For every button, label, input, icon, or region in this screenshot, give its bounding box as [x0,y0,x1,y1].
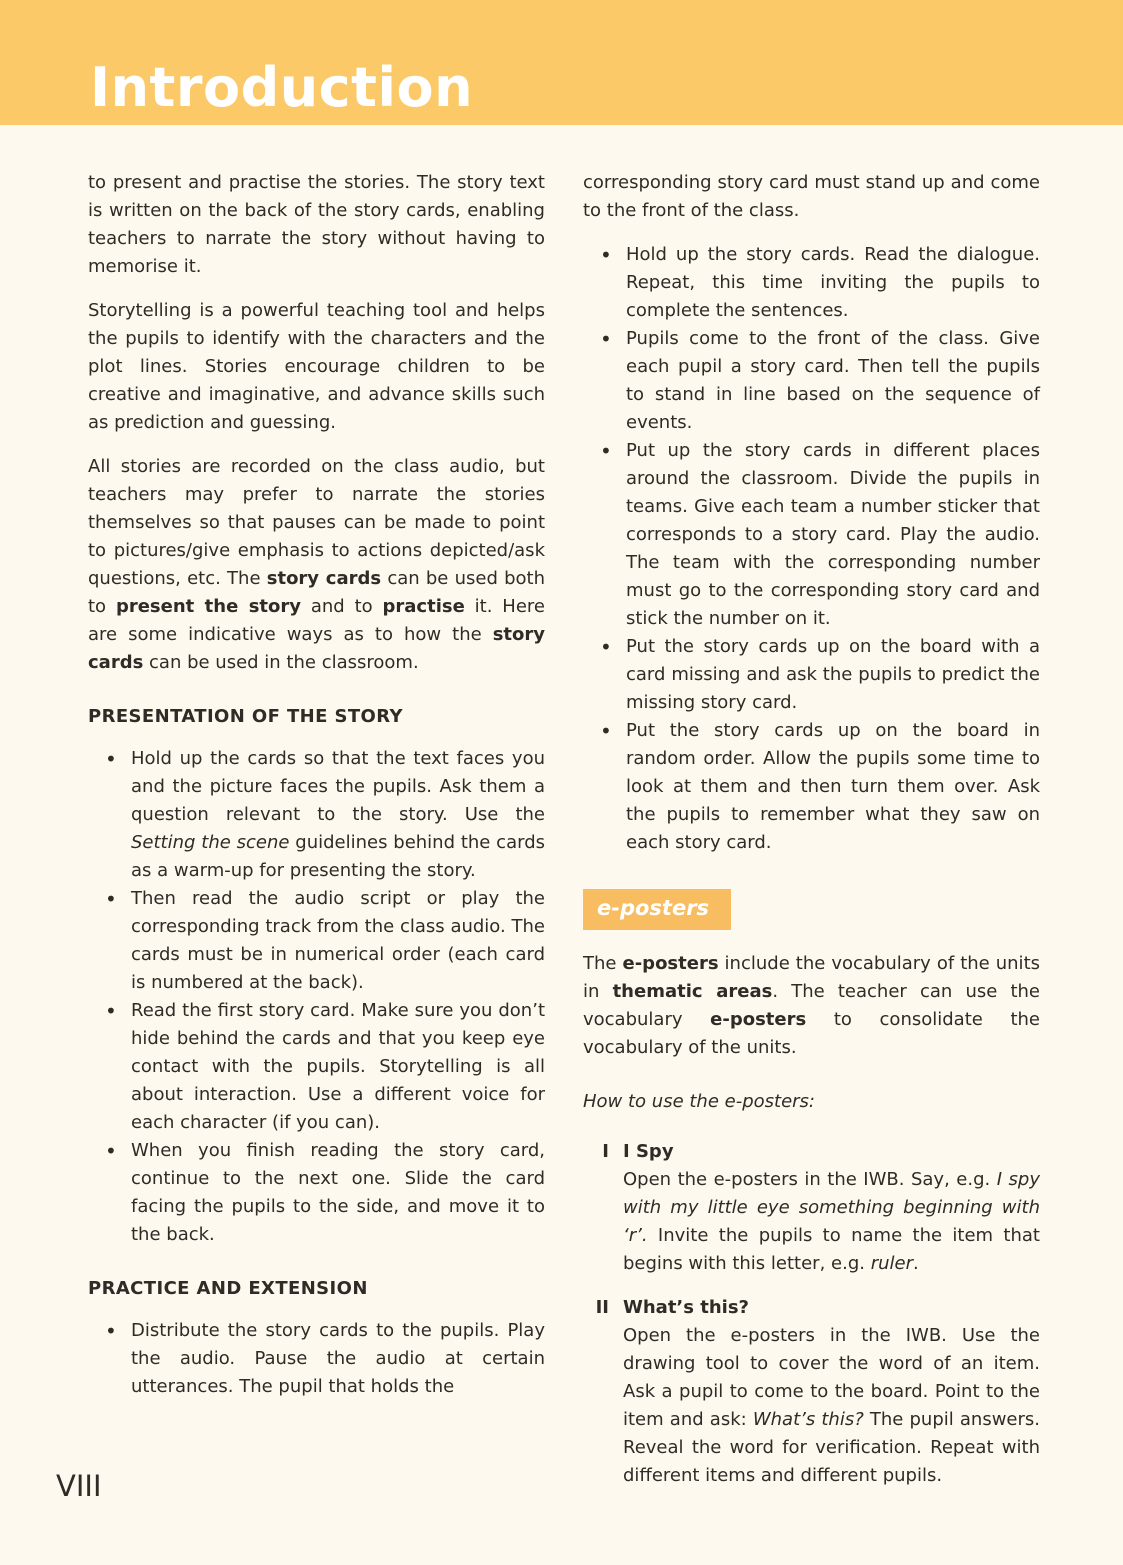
text-run: to consolidate the vocabulary of the units. [583,1009,1041,1058]
page-header [0,0,1123,125]
how-to-use-line: How to use the e-posters: [583,1091,815,1112]
item-numeral: II [595,1297,609,1318]
text-run-bold: thematic areas [612,981,773,1002]
text-run-italic: ruler [870,1253,913,1274]
content-columns [0,125,1123,1506]
list-item: • Pupils come to the front of the class. Give each pupil a story card. Then tell the pupils to stand in line based on the sequence of events. [583,325,1040,437]
item-body [623,1138,1040,1278]
page-title: Introduction [90,56,474,119]
text-run-italic: I spy with my little eye something beginning with ‘r’. [623,1169,1040,1246]
paragraph-eposters [583,950,1040,1062]
text-run: . The teacher can use the vocabulary [583,981,1040,1030]
text-run: include the vocabulary of the units in [583,953,1040,1002]
list-item: • Put up the story cards in different places around the classroom. Divide the pupils in teams. Give each team a number sticker that corresponds to a story card. Play the audio. The team with the corresponding number must go to the corresponding story card and stick the number on it. [583,437,1040,633]
item-text [623,1166,1040,1278]
presentation-bullet-list [88,745,545,1249]
text-run: can be used both to [88,568,545,617]
list-item: • Put the story cards up on the board in random order. Allow the pupils some time to look at them and then turn them over. Ask the pupils to remember what they saw on each story card. [583,717,1040,857]
list-item [88,745,545,885]
text-run: and to [300,596,383,617]
text-run: Hold up the cards so that the text faces you and the picture faces the pupils. Ask them a question relevant to the story. Use the [131,748,545,825]
list-item: • Put the story cards up on the board with a card missing and ask the pupils to predict the missing story card. [583,633,1040,717]
item-body [623,1294,1040,1490]
paragraph-intro-1: to present and practise the stories. The story text is written on the back of the story cards, enabling teachers to narrate the story without having to memorise it. [88,172,545,277]
item-text [623,1322,1040,1490]
practice-bullet-list-continued [583,241,1040,857]
text-run: . [912,1253,919,1274]
section-heading-presentation: PRESENTATION OF THE STORY [88,706,403,727]
text-run: guidelines behind the cards as a warm-up for presenting the story. [131,832,545,881]
numbered-item-1 [583,1138,1040,1278]
list-item: • Read the first story card. Make sure you don’t hide behind the cards and that you keep eye contact with the pupils. Storytelling is all about interaction. Use a different voice for each character (if you can). [88,997,545,1137]
text-run-bold: present the story [115,596,301,617]
list-item: • When you finish reading the story card, continue to the next one. Slide the card facing the pupils to the side, and move it to the back. [88,1137,545,1249]
list-item: • Then read the audio script or play the corresponding track from the class audio. The cards must be in numerical order (each card is numbered at the back). [88,885,545,997]
text-run: can be used in the classroom. [143,652,419,673]
text-run: Open the e-posters in the IWB. Use the drawing tool to cover the word of an item. Ask a pupil to come to the board. Point to the item and ask: [623,1325,1040,1430]
text-run: All stories are recorded on the class audio, but teachers may prefer to narrate the stories themselves so that pauses can be made to point to pictures/give emphasis to actions depicted/ask questions, etc. The [88,456,545,589]
item-title: What’s this? [623,1297,749,1318]
text-run-italic: What’s this? [752,1409,864,1430]
text-run-italic: Setting the scene [131,832,290,853]
bullet-continuation-text: corresponding story card must stand up and come to the front of the class. [583,172,1040,221]
list-item: • Hold up the story cards. Read the dialogue. Repeat, this time inviting the pupils to complete the sentences. [583,241,1040,325]
text-run: The pupil answers. Reveal the word for verification. Repeat with different items and different pupils. [623,1409,1041,1486]
paragraph-intro-2: Storytelling is a powerful teaching tool and helps the pupils to identify with the characters and the plot lines. Stories encourage children to be creative and imaginative, and advance skills such as prediction and guessing. [88,300,545,433]
item-title: I Spy [623,1141,674,1162]
list-item: • Distribute the story cards to the pupils. Play the audio. Pause the audio at certain utterances. The pupil that holds the [88,1317,545,1401]
paragraph-intro-3 [88,453,545,677]
text-run: Open the e-posters in the IWB. Say, e.g. [623,1169,997,1190]
text-run-bold: story cards [88,624,545,673]
text-run-bold: e-posters [710,1009,807,1030]
section-heading-practice: PRACTICE AND EXTENSION [88,1278,368,1299]
text-run-bold: e-posters [622,953,719,974]
eposters-section-heading [583,889,731,930]
left-column [88,169,545,1506]
text-run-bold: story cards [266,568,382,589]
item-numeral: I [602,1141,609,1162]
page-number: VIII [56,1469,102,1503]
text-run: it. Here are some indicative ways as to how the [88,596,545,645]
right-column [583,169,1040,1506]
practice-bullet-list [88,1317,545,1401]
numbered-item-2 [583,1294,1040,1490]
eposters-heading-label: e-posters [597,896,710,920]
text-run: The [583,953,623,974]
text-run: Invite the pupils to name the item that begins with this letter, e.g. [623,1225,1040,1274]
text-run-bold: practise [382,596,465,617]
